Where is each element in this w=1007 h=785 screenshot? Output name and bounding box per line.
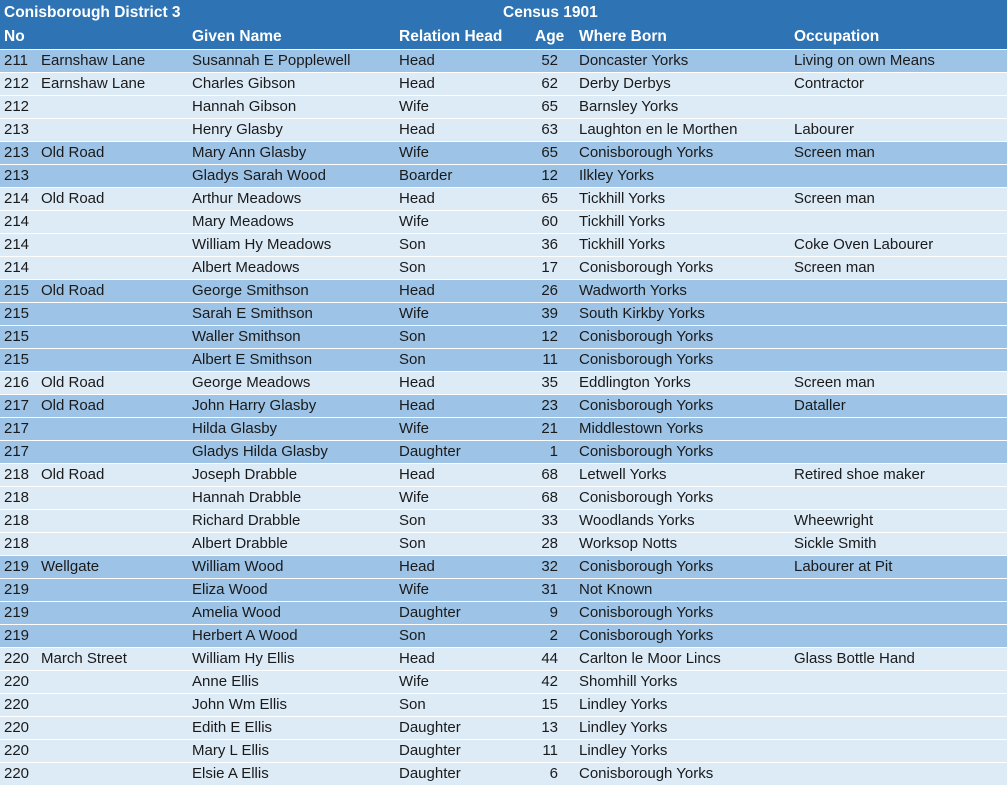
row-where-born: Letwell Yorks bbox=[579, 466, 667, 483]
table-row bbox=[0, 233, 1007, 256]
row-given-name: Herbert A Wood bbox=[192, 627, 298, 644]
row-given-name: William Hy Meadows bbox=[192, 236, 332, 253]
row-no: 212 bbox=[4, 75, 30, 92]
table-row bbox=[0, 417, 1007, 440]
table-row bbox=[0, 670, 1007, 693]
row-where-born: South Kirkby Yorks bbox=[579, 305, 705, 322]
row-occupation: Labourer at Pit bbox=[794, 558, 893, 575]
row-where-born: Laughton en le Morthen bbox=[579, 121, 738, 138]
table-row bbox=[0, 210, 1007, 233]
row-no: 220 bbox=[4, 696, 30, 713]
row-age: 13 bbox=[541, 719, 558, 736]
column-header-relation: Relation Head bbox=[399, 28, 503, 45]
table-row bbox=[0, 371, 1007, 394]
row-no: 218 bbox=[4, 535, 30, 552]
table-row bbox=[0, 555, 1007, 578]
table-row bbox=[0, 187, 1007, 210]
row-age: 6 bbox=[549, 765, 558, 782]
row-no: 215 bbox=[4, 351, 30, 368]
row-given-name: Richard Drabble bbox=[192, 512, 301, 529]
table-row bbox=[0, 95, 1007, 118]
row-no: 215 bbox=[4, 282, 30, 299]
row-given-name: Edith E Ellis bbox=[192, 719, 273, 736]
row-street: Wellgate bbox=[41, 558, 100, 575]
row-relation: Head bbox=[399, 558, 435, 575]
row-age: 68 bbox=[541, 466, 558, 483]
row-relation: Daughter bbox=[399, 742, 461, 759]
row-where-born: Not Known bbox=[579, 581, 653, 598]
row-relation: Head bbox=[399, 121, 435, 138]
row-street: Old Road bbox=[41, 397, 105, 414]
row-age: 62 bbox=[541, 75, 558, 92]
table-row bbox=[0, 302, 1007, 325]
table-row bbox=[0, 624, 1007, 647]
row-relation: Son bbox=[399, 236, 426, 253]
row-given-name: John Harry Glasby bbox=[192, 397, 317, 414]
row-age: 68 bbox=[541, 489, 558, 506]
table-row bbox=[0, 440, 1007, 463]
row-age: 26 bbox=[541, 282, 558, 299]
row-relation: Wife bbox=[399, 144, 429, 161]
row-given-name: William Wood bbox=[192, 558, 284, 575]
row-where-born: Conisborough Yorks bbox=[579, 443, 714, 460]
row-relation: Son bbox=[399, 328, 426, 345]
row-no: 218 bbox=[4, 489, 30, 506]
row-relation: Wife bbox=[399, 581, 429, 598]
row-where-born: Conisborough Yorks bbox=[579, 351, 714, 368]
row-where-born: Conisborough Yorks bbox=[579, 765, 714, 782]
row-given-name: George Smithson bbox=[192, 282, 309, 299]
row-where-born: Tickhill Yorks bbox=[579, 190, 666, 207]
row-age: 11 bbox=[542, 742, 558, 759]
table-row bbox=[0, 118, 1007, 141]
row-no: 213 bbox=[4, 167, 30, 184]
row-given-name: Hilda Glasby bbox=[192, 420, 278, 437]
row-where-born: Conisborough Yorks bbox=[579, 397, 714, 414]
row-age: 44 bbox=[541, 650, 558, 667]
row-where-born: Doncaster Yorks bbox=[579, 52, 689, 69]
row-no: 219 bbox=[4, 581, 30, 598]
row-relation: Head bbox=[399, 282, 435, 299]
table-row bbox=[0, 601, 1007, 624]
row-where-born: Eddlington Yorks bbox=[579, 374, 691, 391]
table-row bbox=[0, 164, 1007, 187]
table-row bbox=[0, 49, 1007, 72]
row-where-born: Woodlands Yorks bbox=[579, 512, 695, 529]
row-age: 21 bbox=[541, 420, 558, 437]
row-no: 219 bbox=[4, 604, 30, 621]
row-where-born: Conisborough Yorks bbox=[579, 627, 714, 644]
row-occupation: Living on own Means bbox=[794, 52, 935, 69]
row-street: Earnshaw Lane bbox=[41, 52, 146, 69]
row-where-born: Lindley Yorks bbox=[579, 719, 668, 736]
row-street: Old Road bbox=[41, 190, 105, 207]
row-given-name: George Meadows bbox=[192, 374, 311, 391]
row-occupation: Screen man bbox=[794, 259, 875, 276]
row-where-born: Lindley Yorks bbox=[579, 742, 668, 759]
row-no: 213 bbox=[4, 144, 30, 161]
row-where-born: Conisborough Yorks bbox=[579, 259, 714, 276]
row-where-born: Derby Derbys bbox=[579, 75, 671, 92]
row-where-born: Conisborough Yorks bbox=[579, 328, 714, 345]
row-given-name: Mary Ann Glasby bbox=[192, 144, 307, 161]
table-row bbox=[0, 141, 1007, 164]
row-given-name: Joseph Drabble bbox=[192, 466, 298, 483]
row-given-name: Susannah E Popplewell bbox=[192, 52, 351, 69]
census-year: Census 1901 bbox=[503, 4, 598, 21]
row-age: 63 bbox=[541, 121, 558, 138]
row-given-name: Hannah Drabble bbox=[192, 489, 302, 506]
table-row bbox=[0, 716, 1007, 739]
row-where-born: Conisborough Yorks bbox=[579, 489, 714, 506]
row-relation: Head bbox=[399, 650, 435, 667]
row-given-name: Mary L Ellis bbox=[192, 742, 269, 759]
table-row bbox=[0, 532, 1007, 555]
row-given-name: Anne Ellis bbox=[192, 673, 259, 690]
table-row bbox=[0, 578, 1007, 601]
row-where-born: Worksop Notts bbox=[579, 535, 678, 552]
row-where-born: Barnsley Yorks bbox=[579, 98, 679, 115]
table-row bbox=[0, 647, 1007, 670]
table-row bbox=[0, 72, 1007, 95]
column-header-age: Age bbox=[535, 28, 565, 45]
row-given-name: Waller Smithson bbox=[192, 328, 301, 345]
row-relation: Head bbox=[399, 466, 435, 483]
row-no: 211 bbox=[4, 52, 28, 69]
table-row bbox=[0, 348, 1007, 371]
row-no: 215 bbox=[4, 328, 30, 345]
row-occupation: Retired shoe maker bbox=[794, 466, 925, 483]
row-relation: Head bbox=[399, 374, 435, 391]
row-street: Old Road bbox=[41, 374, 105, 391]
column-header-occupation: Occupation bbox=[794, 28, 880, 45]
row-no: 214 bbox=[4, 190, 30, 207]
row-given-name: Charles Gibson bbox=[192, 75, 296, 92]
column-header-row bbox=[0, 27, 1007, 49]
row-given-name: Eliza Wood bbox=[192, 581, 268, 598]
row-no: 217 bbox=[4, 397, 30, 414]
title-bar bbox=[0, 0, 1007, 27]
column-header-given-name: Given Name bbox=[192, 28, 282, 45]
row-no: 218 bbox=[4, 466, 30, 483]
row-where-born: Tickhill Yorks bbox=[579, 236, 666, 253]
row-age: 28 bbox=[541, 535, 558, 552]
row-age: 11 bbox=[542, 351, 558, 368]
row-age: 9 bbox=[549, 604, 558, 621]
row-no: 212 bbox=[4, 98, 30, 115]
row-relation: Head bbox=[399, 75, 435, 92]
row-no: 219 bbox=[4, 558, 30, 575]
row-relation: Boarder bbox=[399, 167, 453, 184]
row-relation: Wife bbox=[399, 305, 429, 322]
row-where-born: Tickhill Yorks bbox=[579, 213, 666, 230]
row-given-name: Hannah Gibson bbox=[192, 98, 297, 115]
row-relation: Wife bbox=[399, 98, 429, 115]
row-age: 17 bbox=[541, 259, 558, 276]
row-no: 220 bbox=[4, 765, 30, 782]
row-relation: Daughter bbox=[399, 443, 461, 460]
row-where-born: Carlton le Moor Lincs bbox=[579, 650, 721, 667]
row-occupation: Coke Oven Labourer bbox=[794, 236, 934, 253]
row-relation: Daughter bbox=[399, 719, 461, 736]
row-given-name: Mary Meadows bbox=[192, 213, 294, 230]
row-given-name: Albert Meadows bbox=[192, 259, 300, 276]
table-row bbox=[0, 509, 1007, 532]
row-given-name: John Wm Ellis bbox=[192, 696, 288, 713]
table-row bbox=[0, 256, 1007, 279]
row-no: 217 bbox=[4, 443, 30, 460]
row-occupation: Dataller bbox=[794, 397, 846, 414]
row-age: 33 bbox=[541, 512, 558, 529]
row-given-name: Elsie A Ellis bbox=[192, 765, 269, 782]
table-row bbox=[0, 693, 1007, 716]
row-relation: Son bbox=[399, 696, 426, 713]
row-relation: Wife bbox=[399, 673, 429, 690]
row-occupation: Screen man bbox=[794, 190, 875, 207]
row-relation: Son bbox=[399, 535, 426, 552]
row-relation: Head bbox=[399, 52, 435, 69]
row-age: 12 bbox=[541, 167, 558, 184]
row-age: 32 bbox=[541, 558, 558, 575]
row-age: 39 bbox=[541, 305, 558, 322]
row-where-born: Conisborough Yorks bbox=[579, 558, 714, 575]
row-relation: Head bbox=[399, 190, 435, 207]
row-relation: Head bbox=[399, 397, 435, 414]
row-age: 65 bbox=[541, 190, 558, 207]
row-no: 214 bbox=[4, 236, 30, 253]
row-relation: Daughter bbox=[399, 604, 461, 621]
row-age: 35 bbox=[541, 374, 558, 391]
row-given-name: Albert E Smithson bbox=[192, 351, 313, 368]
row-relation: Daughter bbox=[399, 765, 461, 782]
row-no: 215 bbox=[4, 305, 30, 322]
row-street: Old Road bbox=[41, 466, 105, 483]
table-row bbox=[0, 762, 1007, 785]
row-relation: Son bbox=[399, 259, 426, 276]
column-header-where-born: Where Born bbox=[579, 28, 667, 45]
row-where-born: Lindley Yorks bbox=[579, 696, 668, 713]
row-age: 2 bbox=[549, 627, 558, 644]
row-no: 216 bbox=[4, 374, 30, 391]
row-occupation: Screen man bbox=[794, 374, 875, 391]
row-age: 42 bbox=[541, 673, 558, 690]
column-header-no: No bbox=[4, 28, 25, 45]
row-given-name: Amelia Wood bbox=[192, 604, 281, 621]
row-given-name: Arthur Meadows bbox=[192, 190, 302, 207]
row-no: 214 bbox=[4, 259, 30, 276]
row-age: 1 bbox=[549, 443, 558, 460]
row-no: 220 bbox=[4, 650, 30, 667]
table-row bbox=[0, 463, 1007, 486]
row-where-born: Conisborough Yorks bbox=[579, 604, 714, 621]
table-row bbox=[0, 325, 1007, 348]
row-relation: Wife bbox=[399, 213, 429, 230]
row-given-name: Gladys Hilda Glasby bbox=[192, 443, 328, 460]
row-where-born: Wadworth Yorks bbox=[579, 282, 687, 299]
row-street: Earnshaw Lane bbox=[41, 75, 146, 92]
table-row bbox=[0, 486, 1007, 509]
row-relation: Son bbox=[399, 512, 426, 529]
table-row bbox=[0, 394, 1007, 417]
row-no: 217 bbox=[4, 420, 30, 437]
row-age: 31 bbox=[541, 581, 558, 598]
row-occupation: Contractor bbox=[794, 75, 865, 92]
row-given-name: William Hy Ellis bbox=[192, 650, 295, 667]
row-age: 23 bbox=[541, 397, 558, 414]
row-where-born: Middlestown Yorks bbox=[579, 420, 704, 437]
row-where-born: Conisborough Yorks bbox=[579, 144, 714, 161]
row-age: 65 bbox=[541, 144, 558, 161]
row-occupation: Screen man bbox=[794, 144, 875, 161]
row-occupation: Wheewright bbox=[794, 512, 874, 529]
row-occupation: Sickle Smith bbox=[794, 535, 877, 552]
row-where-born: Ilkley Yorks bbox=[579, 167, 655, 184]
row-no: 220 bbox=[4, 719, 30, 736]
row-given-name: Sarah E Smithson bbox=[192, 305, 313, 322]
row-relation: Son bbox=[399, 351, 426, 368]
row-age: 52 bbox=[541, 52, 558, 69]
row-age: 65 bbox=[541, 98, 558, 115]
row-no: 214 bbox=[4, 213, 30, 230]
table-row bbox=[0, 279, 1007, 302]
row-street: Old Road bbox=[41, 282, 105, 299]
row-no: 218 bbox=[4, 512, 30, 529]
row-age: 12 bbox=[541, 328, 558, 345]
row-given-name: Albert Drabble bbox=[192, 535, 288, 552]
row-occupation: Labourer bbox=[794, 121, 855, 138]
row-no: 220 bbox=[4, 742, 30, 759]
census-table-body bbox=[0, 49, 1007, 785]
row-no: 219 bbox=[4, 627, 30, 644]
row-no: 213 bbox=[4, 121, 30, 138]
row-no: 220 bbox=[4, 673, 30, 690]
sheet-title: Conisborough District 3 bbox=[4, 4, 181, 21]
row-where-born: Shomhill Yorks bbox=[579, 673, 678, 690]
row-relation: Wife bbox=[399, 420, 429, 437]
row-given-name: Gladys Sarah Wood bbox=[192, 167, 326, 184]
row-street: Old Road bbox=[41, 144, 105, 161]
row-given-name: Henry Glasby bbox=[192, 121, 283, 138]
table-row bbox=[0, 739, 1007, 762]
row-occupation: Glass Bottle Hand bbox=[794, 650, 915, 667]
row-age: 15 bbox=[541, 696, 558, 713]
row-street: March Street bbox=[41, 650, 127, 667]
row-age: 60 bbox=[541, 213, 558, 230]
row-relation: Wife bbox=[399, 489, 429, 506]
row-relation: Son bbox=[399, 627, 426, 644]
row-age: 36 bbox=[541, 236, 558, 253]
